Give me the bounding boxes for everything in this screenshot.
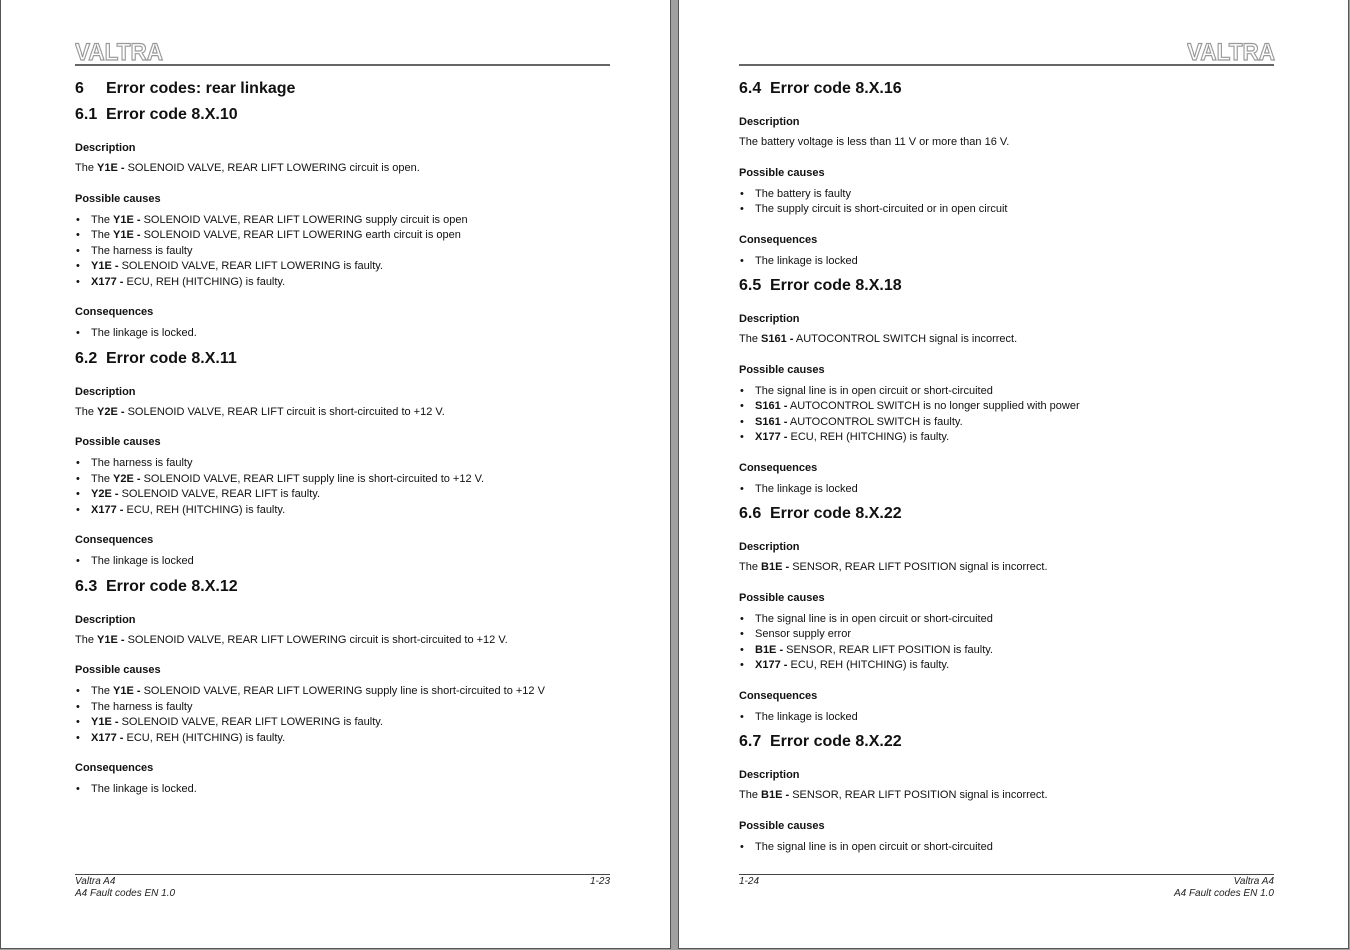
text-segment: ECU, REH (HITCHING) is faulty. bbox=[123, 731, 286, 744]
section-heading bbox=[75, 105, 615, 125]
causes-list bbox=[75, 456, 615, 518]
consequence-item: • The linkage is locked bbox=[75, 554, 615, 570]
text-segment: The battery is faulty bbox=[755, 187, 851, 200]
component-code: Y1E - bbox=[91, 260, 119, 272]
section-number: 6.1 bbox=[75, 106, 98, 123]
consequences-list bbox=[739, 482, 1279, 498]
cause-item bbox=[75, 456, 615, 472]
text-segment: SOLENOID VALVE, REAR LIFT LOWERING is faulty. bbox=[118, 260, 383, 272]
text-segment: SOLENOID VALVE, REAR LIFT LOWERING circuit is short-circuited to +12 V. bbox=[124, 633, 508, 646]
text-segment: SOLENOID VALVE, REAR LIFT LOWERING earth circuit is open bbox=[140, 229, 461, 241]
cause-item bbox=[75, 244, 615, 260]
section-heading bbox=[739, 79, 1279, 99]
text-segment: The harness is faulty bbox=[91, 244, 193, 257]
consequences-label: Consequences bbox=[75, 306, 154, 318]
cause-item bbox=[739, 430, 1279, 446]
footer-product: Valtra A4 bbox=[1233, 876, 1274, 887]
consequence-item: • The linkage is locked bbox=[739, 710, 1279, 726]
cause-item bbox=[739, 384, 1279, 400]
text-segment: The signal line is in open circuit or short-circuited bbox=[755, 384, 993, 397]
cause-item bbox=[739, 415, 1279, 431]
cause-item bbox=[739, 202, 1279, 218]
consequences-list bbox=[739, 710, 1279, 726]
text-segment: The bbox=[91, 472, 114, 485]
text-segment: SENSOR, REAR LIFT POSITION signal is incorrect. bbox=[789, 561, 1048, 573]
component-code: X177 - bbox=[91, 275, 124, 288]
text-segment: SOLENOID VALVE, REAR LIFT LOWERING circuit is open. bbox=[124, 162, 420, 174]
component-code: Y1E - bbox=[97, 162, 125, 174]
section-heading bbox=[75, 349, 615, 369]
text-segment: The bbox=[739, 789, 762, 801]
component-code: X177 - bbox=[755, 431, 788, 443]
text-segment: The harness is faulty bbox=[91, 700, 193, 713]
valtra-logo bbox=[1187, 36, 1287, 64]
section-title: Error code 8.X.10 bbox=[106, 106, 238, 123]
description-label: Description bbox=[75, 142, 136, 154]
consequence-item: • The linkage is locked bbox=[739, 482, 1279, 498]
text-segment: SOLENOID VALVE, REAR LIFT LOWERING supply circuit is open bbox=[140, 213, 468, 226]
text-segment: AUTOCONTROL SWITCH signal is incorrect. bbox=[793, 333, 1018, 345]
description-label: Description bbox=[739, 541, 800, 553]
consequences-list bbox=[739, 254, 1279, 270]
description-text bbox=[739, 135, 1279, 151]
possible-causes-label: Possible causes bbox=[739, 363, 825, 376]
page-right bbox=[678, 0, 1349, 949]
cause-item bbox=[75, 472, 615, 488]
footer-doc: A4 Fault codes EN 1.0 bbox=[1173, 888, 1274, 899]
text-segment: The bbox=[75, 405, 98, 418]
section-number: 6.3 bbox=[75, 577, 98, 595]
text-segment: The bbox=[91, 213, 114, 226]
valtra-logo bbox=[75, 36, 175, 64]
possible-causes-label: Possible causes bbox=[75, 664, 161, 676]
cause-item bbox=[739, 187, 1279, 203]
component-code: B1E - bbox=[761, 789, 790, 801]
causes-list bbox=[739, 612, 1279, 674]
text-segment: The bbox=[91, 229, 114, 241]
consequences-list bbox=[75, 326, 615, 342]
section-heading bbox=[75, 577, 615, 597]
chapter-heading bbox=[75, 79, 615, 99]
section-number: 6.6 bbox=[739, 505, 762, 522]
cause-item bbox=[75, 487, 615, 503]
cause-item bbox=[75, 684, 615, 700]
section-heading bbox=[739, 732, 1279, 752]
header-rule bbox=[75, 64, 610, 66]
cause-item bbox=[75, 228, 615, 244]
causes-list bbox=[75, 684, 615, 746]
component-code: Y2E - bbox=[113, 472, 141, 485]
component-code: Y1E - bbox=[113, 229, 141, 241]
description-label: Description bbox=[75, 613, 136, 626]
possible-causes-label: Possible causes bbox=[75, 192, 161, 205]
cause-item bbox=[75, 259, 615, 275]
chapter-number: 6 bbox=[75, 80, 84, 97]
cause-item bbox=[739, 612, 1279, 628]
text-segment: AUTOCONTROL SWITCH is no longer supplied with power bbox=[787, 400, 1080, 412]
component-code: X177 - bbox=[755, 659, 788, 671]
page-number: 1-23 bbox=[589, 876, 610, 887]
description-text bbox=[739, 332, 1279, 348]
description-label: Description bbox=[739, 116, 800, 128]
text-segment: The bbox=[75, 162, 98, 174]
description-label: Description bbox=[739, 313, 800, 325]
cause-item bbox=[75, 503, 615, 519]
text-segment: SOLENOID VALVE, REAR LIFT LOWERING is faulty. bbox=[118, 716, 383, 728]
section-title: Error code 8.X.22 bbox=[770, 733, 902, 750]
section-number: 6.2 bbox=[75, 349, 98, 367]
consequences-label: Consequences bbox=[75, 534, 154, 546]
cause-item bbox=[75, 715, 615, 731]
description-label: Description bbox=[75, 385, 136, 398]
footer-doc: A4 Fault codes EN 1.0 bbox=[75, 888, 176, 899]
component-code: Y1E - bbox=[97, 633, 125, 646]
text-segment: The bbox=[91, 685, 114, 697]
description-text bbox=[739, 560, 1279, 576]
text-segment: SOLENOID VALVE, REAR LIFT LOWERING supply line is short-circuited to +12 V bbox=[140, 685, 545, 697]
description-text bbox=[739, 788, 1279, 804]
page-content bbox=[75, 79, 615, 798]
text-segment: The bbox=[75, 633, 98, 646]
footer-left bbox=[75, 876, 175, 900]
text-segment: SENSOR, REAR LIFT POSITION signal is incorrect. bbox=[789, 789, 1048, 801]
component-code: S161 - bbox=[755, 415, 788, 428]
description-text bbox=[75, 161, 615, 177]
text-segment: SENSOR, REAR LIFT POSITION is faulty. bbox=[783, 643, 993, 656]
section-heading bbox=[739, 504, 1279, 524]
header-rule bbox=[739, 64, 1274, 66]
component-code: X177 - bbox=[91, 731, 124, 744]
text-segment: The bbox=[739, 333, 762, 345]
chapter-title: Error codes: rear linkage bbox=[106, 80, 296, 97]
consequence-item: • The linkage is locked bbox=[739, 254, 1279, 270]
consequences-label: Consequences bbox=[739, 461, 818, 474]
possible-causes-label: Possible causes bbox=[739, 591, 825, 604]
consequences-label: Consequences bbox=[739, 689, 818, 702]
cause-item bbox=[75, 700, 615, 716]
svg-text:VALTRA: VALTRA bbox=[75, 39, 163, 64]
text-segment: ECU, REH (HITCHING) is faulty. bbox=[123, 503, 286, 516]
component-code: Y2E - bbox=[91, 488, 119, 500]
component-code: S161 - bbox=[755, 400, 788, 412]
svg-text:VALTRA: VALTRA bbox=[1187, 39, 1275, 64]
component-code: Y1E - bbox=[113, 685, 141, 697]
consequences-label: Consequences bbox=[739, 233, 818, 246]
section-title: Error code 8.X.11 bbox=[106, 349, 237, 367]
cause-item bbox=[75, 275, 615, 291]
causes-list bbox=[75, 213, 615, 291]
section-title: Error code 8.X.16 bbox=[770, 80, 902, 97]
text-segment: The battery voltage is less than 11 V or more than 16 V. bbox=[739, 136, 1010, 148]
cause-item bbox=[739, 643, 1279, 659]
footer-product: Valtra A4 bbox=[75, 876, 116, 887]
causes-list bbox=[739, 384, 1279, 446]
text-segment: SOLENOID VALVE, REAR LIFT is faulty. bbox=[118, 488, 321, 500]
causes-list bbox=[739, 840, 1279, 856]
text-segment: ECU, REH (HITCHING) is faulty. bbox=[787, 431, 950, 443]
cause-item bbox=[75, 213, 615, 229]
component-code: S161 - bbox=[761, 333, 794, 345]
possible-causes-label: Possible causes bbox=[75, 436, 161, 448]
cause-item bbox=[739, 658, 1279, 674]
text-segment: The signal line is in open circuit or short-circuited bbox=[755, 840, 993, 853]
section-title: Error code 8.X.22 bbox=[770, 505, 902, 522]
possible-causes-label: Possible causes bbox=[739, 166, 825, 179]
cause-item bbox=[739, 627, 1279, 643]
consequence-item: • The linkage is locked. bbox=[75, 326, 615, 342]
description-text bbox=[75, 633, 615, 649]
description-label: Description bbox=[739, 769, 800, 781]
text-segment: SOLENOID VALVE, REAR LIFT circuit is short-circuited to +12 V. bbox=[124, 405, 445, 418]
causes-list bbox=[739, 187, 1279, 218]
consequences-list bbox=[75, 782, 615, 798]
possible-causes-label: Possible causes bbox=[739, 819, 825, 832]
component-code: Y1E - bbox=[91, 716, 119, 728]
component-code: Y2E - bbox=[97, 405, 125, 418]
section-number: 6.4 bbox=[739, 80, 762, 97]
footer-rule bbox=[739, 874, 1274, 875]
section-heading bbox=[739, 276, 1279, 296]
section-number: 6.7 bbox=[739, 733, 762, 750]
consequences-list bbox=[75, 554, 615, 570]
text-segment: SOLENOID VALVE, REAR LIFT supply line is short-circuited to +12 V. bbox=[140, 472, 485, 485]
cause-item bbox=[739, 399, 1279, 415]
component-code: B1E - bbox=[755, 643, 784, 656]
footer-rule bbox=[75, 874, 610, 875]
text-segment: AUTOCONTROL SWITCH is faulty. bbox=[787, 415, 963, 428]
text-segment: ECU, REH (HITCHING) is faulty. bbox=[787, 659, 950, 671]
text-segment: The signal line is in open circuit or short-circuited bbox=[755, 612, 993, 625]
page-number: 1-24 bbox=[739, 876, 760, 887]
text-segment: The bbox=[739, 561, 762, 573]
description-text bbox=[75, 405, 615, 421]
page-content bbox=[739, 79, 1279, 855]
consequence-item: • The linkage is locked. bbox=[75, 782, 615, 798]
consequences-label: Consequences bbox=[75, 762, 154, 774]
component-code: X177 - bbox=[91, 503, 124, 516]
component-code: Y1E - bbox=[113, 213, 141, 226]
cause-item bbox=[75, 731, 615, 747]
text-segment: The harness is faulty bbox=[91, 457, 193, 469]
text-segment: Sensor supply error bbox=[755, 628, 851, 640]
footer-right bbox=[1174, 876, 1274, 900]
component-code: B1E - bbox=[761, 561, 790, 573]
text-segment: ECU, REH (HITCHING) is faulty. bbox=[123, 275, 286, 288]
page-left bbox=[0, 0, 671, 949]
section-title: Error code 8.X.18 bbox=[770, 277, 902, 294]
section-title: Error code 8.X.12 bbox=[106, 577, 238, 595]
text-segment: The supply circuit is short-circuited or in open circuit bbox=[755, 203, 1008, 215]
cause-item bbox=[739, 840, 1279, 856]
section-number: 6.5 bbox=[739, 277, 762, 294]
